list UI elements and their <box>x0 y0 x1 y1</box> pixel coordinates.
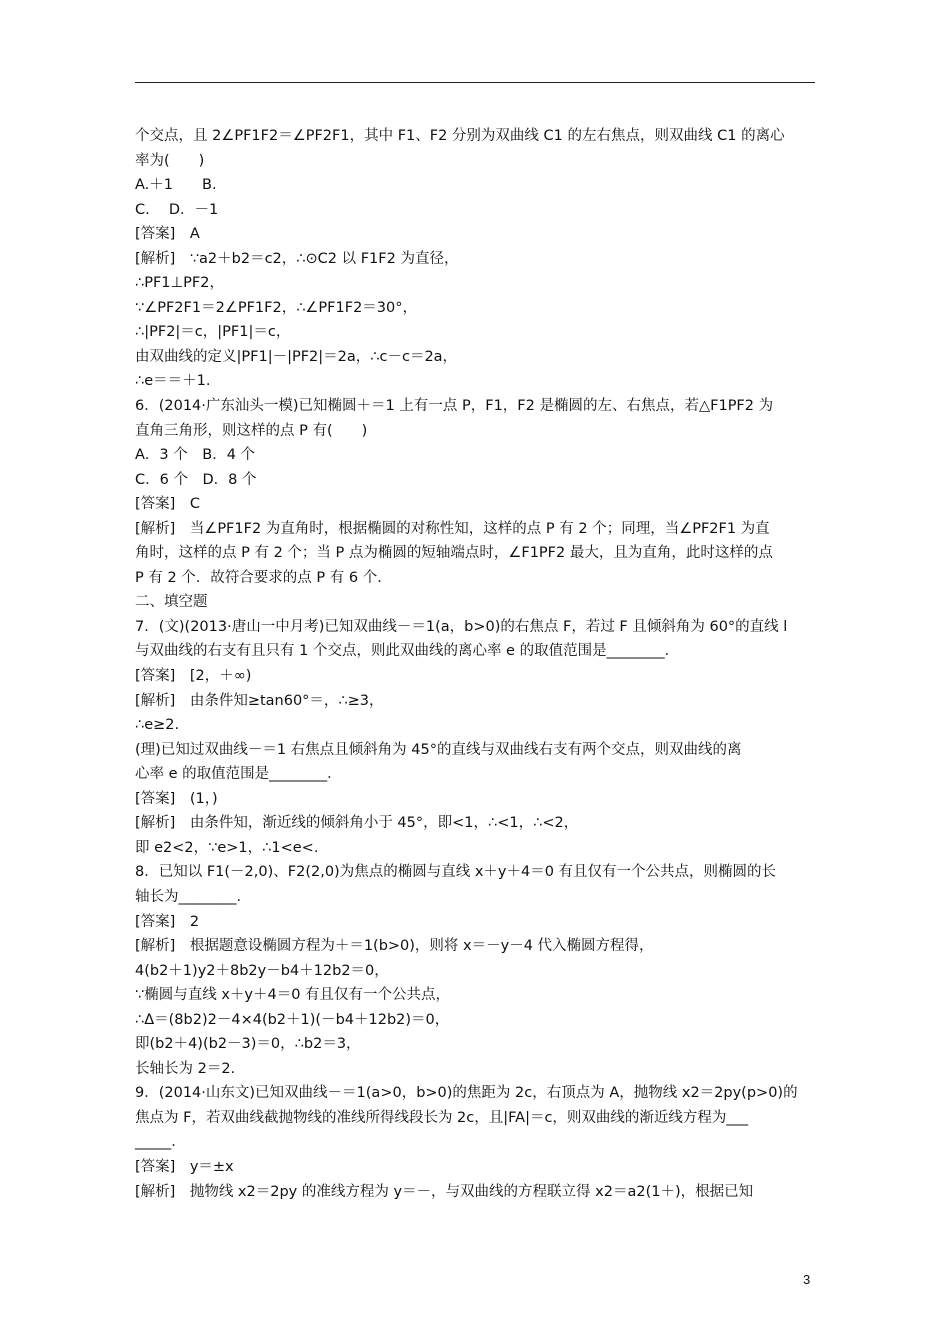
question-line: 6．(2014·广东汕头一模)已知椭圆＋＝1 上有一点 P，F1，F2 是椭圆的左、右焦点，若△F1PF2 为 <box>135 398 774 415</box>
text-line: 率为( ) <box>135 152 205 169</box>
text-line: 由双曲线的定义|PF1|－|PF2|＝2a，∴c－c＝2a， <box>135 348 458 365</box>
text-line: ∴Δ＝(8b2)2－4×4(b2＋1)(－b4＋12b2)＝0， <box>135 1011 450 1028</box>
text-line: 角时，这样的点 P 有 2 个；当 P 点为椭圆的短轴端点时，∠F1PF2 最大，且为直角，此时这样的点 <box>135 545 773 562</box>
analysis-line: [解析] 抛物线 x2＝2py 的准线方程为 y＝－，与双曲线的方程联立得 x2＝a2(1＋)，根据已知 <box>135 1183 754 1200</box>
answer-line: [答案] 2 <box>135 913 200 930</box>
option-line: C．6 个 D．8 个 <box>135 471 257 488</box>
analysis-line: [解析] 由条件知，渐近线的倾斜角小于 45°，即<1，∴<1，∴<2， <box>135 815 579 832</box>
question-line: 心率 e 的取值范围是________． <box>135 766 342 783</box>
text-line: ∴PF1⊥PF2， <box>135 275 224 292</box>
answer-line: [答案] y＝±x <box>135 1158 234 1175</box>
answer-line: [答案] (1，) <box>135 790 218 807</box>
text-line: 4(b2＋1)y2＋8b2y－b4＋12b2＝0， <box>135 962 389 979</box>
text-line: 长轴长为 2＝2. <box>135 1060 236 1077</box>
analysis-line: [解析] 由条件知≥tan60°＝，∴≥3， <box>135 692 384 709</box>
header-rule <box>135 82 815 83</box>
question-line: 与双曲线的右支有且只有 1 个交点，则此双曲线的离心率 e 的取值范围是________． <box>135 643 680 660</box>
text-line: P 有 2 个．故符合要求的点 P 有 6 个． <box>135 569 392 586</box>
document-body <box>135 124 820 1204</box>
page-number: 3 <box>803 1272 811 1287</box>
answer-line: [答案] A <box>135 226 200 243</box>
text-line: ∴e＝＝＋1. <box>135 373 211 390</box>
question-line: 8．已知以 F1(－2,0)、F2(2,0)为焦点的椭圆与直线 x＋y＋4＝0 有且仅有一个公共点，则椭圆的长 <box>135 864 777 881</box>
text-line: ∴|PF2|＝c，|PF1|＝c， <box>135 324 291 341</box>
text-line: 即(b2＋4)(b2－3)＝0，∴b2＝3， <box>135 1036 361 1053</box>
question-line: 7．(文)(2013·唐山一中月考)已知双曲线－＝1(a，b>0)的右焦点 F，若过 F 且倾斜角为 60°的直线 l <box>135 618 788 635</box>
question-line: 直角三角形，则这样的点 P 有( ) <box>135 422 368 439</box>
option-line: C. D．－1 <box>135 201 219 218</box>
text-line: 即 e2<2，∵e>1，∴1<e<. <box>135 839 319 856</box>
text-line: ∵椭圆与直线 x＋y＋4＝0 有且仅有一个公共点， <box>135 987 451 1004</box>
question-line: 轴长为________． <box>135 888 251 905</box>
section-heading: 二、填空题 <box>135 594 208 611</box>
analysis-line: [解析] ∵a2＋b2＝c2，∴⊙C2 以 F1F2 为直径， <box>135 250 459 267</box>
analysis-line: [解析] 当∠PF1F2 为直角时，根据椭圆的对称性知，这样的点 P 有 2 个；同理，当∠PF2F1 为直 <box>135 520 770 537</box>
question-line: 焦点为 F，若双曲线截抛物线的准线所得线段长为 2c，且|FA|＝c，则双曲线的渐近线方程为___ <box>135 1109 749 1126</box>
question-line: _____． <box>135 1134 186 1151</box>
text-line: ∵∠PF2F1＝2∠PF1F2，∴∠PF1F2＝30°， <box>135 299 417 316</box>
question-line: (理)已知过双曲线－＝1 右焦点且倾斜角为 45°的直线与双曲线右支有两个交点，则双曲线的离 <box>135 741 742 758</box>
option-line: A.＋1 B. <box>135 177 217 194</box>
question-line: 9．(2014·山东文)已知双曲线－＝1(a>0，b>0)的焦距为 2c，右顶点为 A，抛物线 x2＝2py(p>0)的 <box>135 1085 798 1102</box>
text-line: 个交点，且 2∠PF1F2＝∠PF2F1，其中 F1、F2 分别为双曲线 C1 的左右焦点，则双曲线 C1 的离心 <box>135 128 785 144</box>
analysis-line: [解析] 根据题意设椭圆方程为＋＝1(b>0)，则将 x＝－y－4 代入椭圆方程得， <box>135 938 654 955</box>
text-line: ∴e≥2. <box>135 717 180 734</box>
answer-line: [答案] C <box>135 496 200 513</box>
answer-line: [答案] [2，＋∞) <box>135 668 252 685</box>
option-line: A．3 个 B．4 个 <box>135 447 256 464</box>
